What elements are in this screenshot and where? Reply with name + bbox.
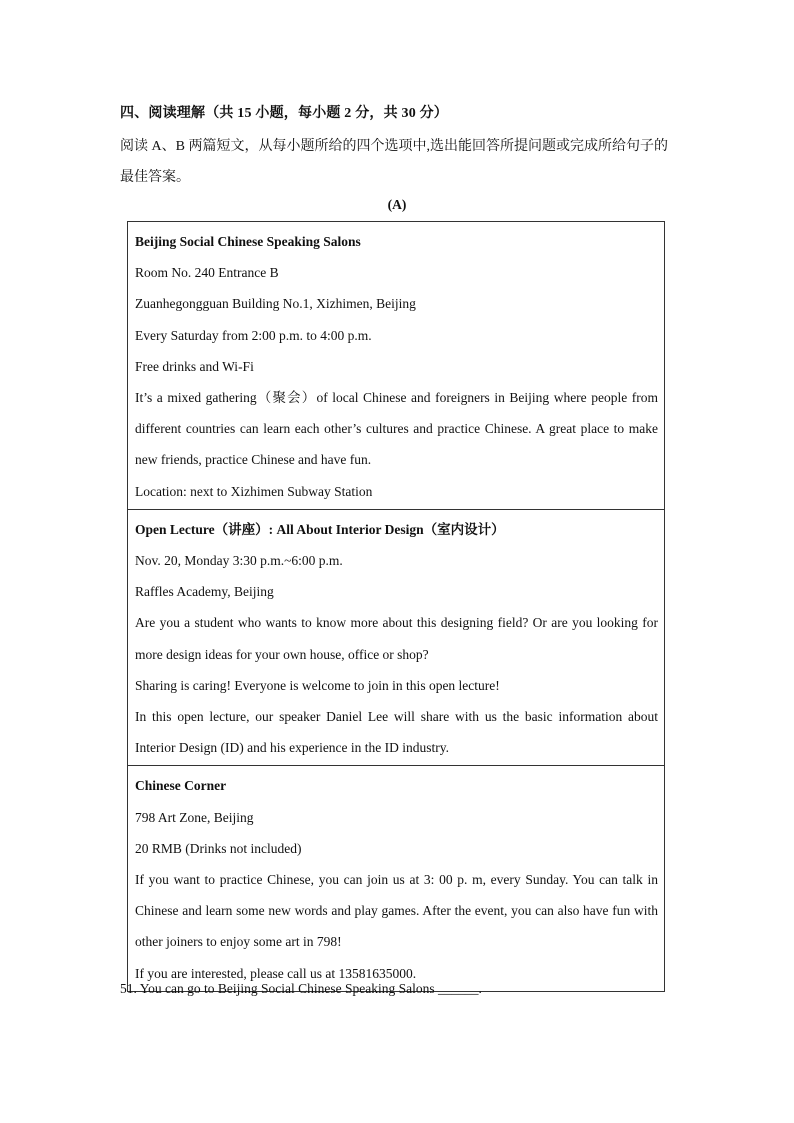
ad-paragraph: It’s a mixed gathering（聚会）of local Chinese and foreigners in Beijing where people from different countries can learn each other’s cultures and practice Chinese. A great place to make new friends, practice Chinese and have fun.: [135, 390, 658, 468]
ad-line: 798 Art Zone, Beijing: [135, 809, 254, 825]
ad-paragraph: In this open lecture, our speaker Daniel Lee will share with us the basic information about Interior Design (ID) and his experience in the ID industry.: [135, 709, 658, 756]
ad-line: 20 RMB (Drinks not included): [135, 840, 302, 856]
ad-salon: [128, 222, 664, 510]
ad-paragraph: If you want to practice Chinese, you can join us at 3: 00 p. m, every Sunday. You can talk in Chinese and learn some new words and play games. After the event, you can also have fun with other joiners to enjoy some art in 798!: [135, 872, 658, 950]
ad-title: Open Lecture（讲座）: All About Interior Design（室内设计）: [135, 521, 505, 537]
ad-title: Beijing Social Chinese Speaking Salons: [135, 234, 361, 249]
section-heading: 四、阅读理解（共 15 小题，每小题 2 分，共 30 分）: [120, 106, 448, 121]
ads-table: [127, 221, 665, 992]
ad-line: Free drinks and Wi-Fi: [135, 358, 254, 374]
ad-line: Every Saturday from 2:00 p.m. to 4:00 p.m.: [135, 327, 372, 343]
passage-label: (A): [387, 197, 407, 212]
ad-corner: [128, 766, 664, 990]
ad-line: Room No. 240 Entrance B: [135, 265, 279, 281]
ad-line: Sharing is caring! Everyone is welcome to join in this open lecture!: [135, 677, 500, 693]
ad-paragraph: Are you a student who wants to know more about this designing field? Or are you looking for more design ideas for your own house, office or shop?: [135, 615, 658, 662]
ad-line: Zuanhegongguan Building No.1, Xizhimen, Beijing: [135, 296, 416, 312]
ad-line: Raffles Academy, Beijing: [135, 584, 274, 600]
ad-line: If you are interested, please call us at 13581635000.: [135, 965, 417, 981]
ad-line: Nov. 20, Monday 3:30 p.m.~6:00 p.m.: [135, 553, 343, 569]
ad-line: Location: next to Xizhimen Subway Station: [135, 483, 373, 499]
ad-title: Chinese Corner: [135, 778, 227, 794]
ad-lecture: [128, 510, 664, 767]
question-51: 51. You can go to Beijing Social Chinese Speaking Salons ______.: [120, 981, 482, 996]
instructions: 阅读 A、B 两篇短文，从每小题所给的四个选项中,选出能回答所提问题或完成所给句子的最佳答案。: [120, 139, 668, 185]
